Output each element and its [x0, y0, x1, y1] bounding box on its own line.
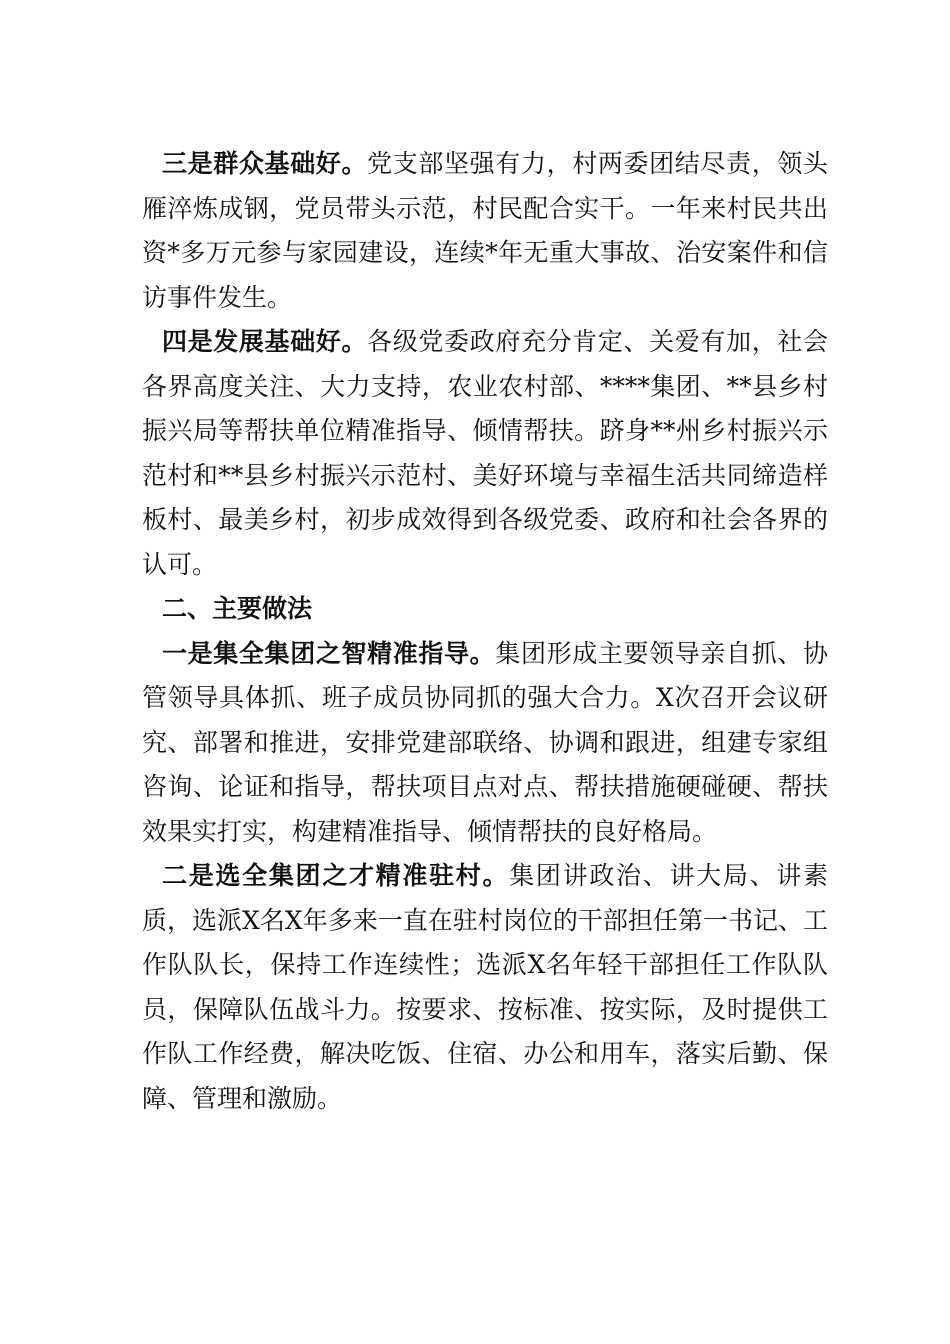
document-body — [142, 142, 828, 1121]
paragraph-text: 党支部坚强有力，村两委团结尽责，领头雁淬炼成钢，党员带头示范，村民配合实干。一年来村民共出资*多万元参与家园建设，连续*年无重大事故、治安案件和信访事件发生。 — [142, 149, 828, 312]
paragraph-lead: 一是集全集团之智精准指导。 — [162, 638, 496, 668]
paragraph-lead: 四是发展基础好。 — [162, 327, 368, 356]
paragraph-mass-foundation — [142, 142, 828, 320]
paragraph-lead: 三是群众基础好。 — [162, 149, 368, 178]
paragraph-development-foundation — [142, 320, 828, 587]
paragraph-text: 集团形成主要领导亲自抓、协管领导具体抓、班子成员协同抓的强大合力。X次召开会议研究、部署和推进，安排党建部联络、协调和跟进，组建专家组咨询、论证和指导，帮扶项目点对点、帮扶措施硬碰硬、帮扶效果实打实，构建精准指导、倾情帮扶的良好格局。 — [142, 638, 828, 846]
paragraph-text: 集团讲政治、讲大局、讲素质，选派X名X年多来一直在驻村岗位的干部担任第一书记、工作队队长，保持工作连续性；选派X名年轻干部担任工作队队员，保障队伍战斗力。按要求、按标准、按实际，及时提供工作队工作经费，解决吃饭、住宿、办公和用车，落实后勤、保障、管理和激励。 — [142, 861, 828, 1113]
section-heading: 二、主要做法 — [162, 594, 313, 623]
paragraph-text: 各级党委政府充分肯定、关爱有加，社会各界高度关注、大力支持，农业农村部、****集团、**县乡村振兴局等帮扶单位精准指导、倾情帮扶。跻身**州乡村振兴示范村和**县乡村振兴示范村、美好环境与幸福生活共同缔造样板村、最美乡村，初步成效得到各级党委、政府和社会各界的认可。 — [142, 327, 828, 579]
paragraph-precise-guidance — [142, 632, 828, 855]
paragraph-precise-stationing — [142, 854, 828, 1121]
paragraph-lead: 二是选全集团之才精准驻村。 — [162, 861, 510, 890]
